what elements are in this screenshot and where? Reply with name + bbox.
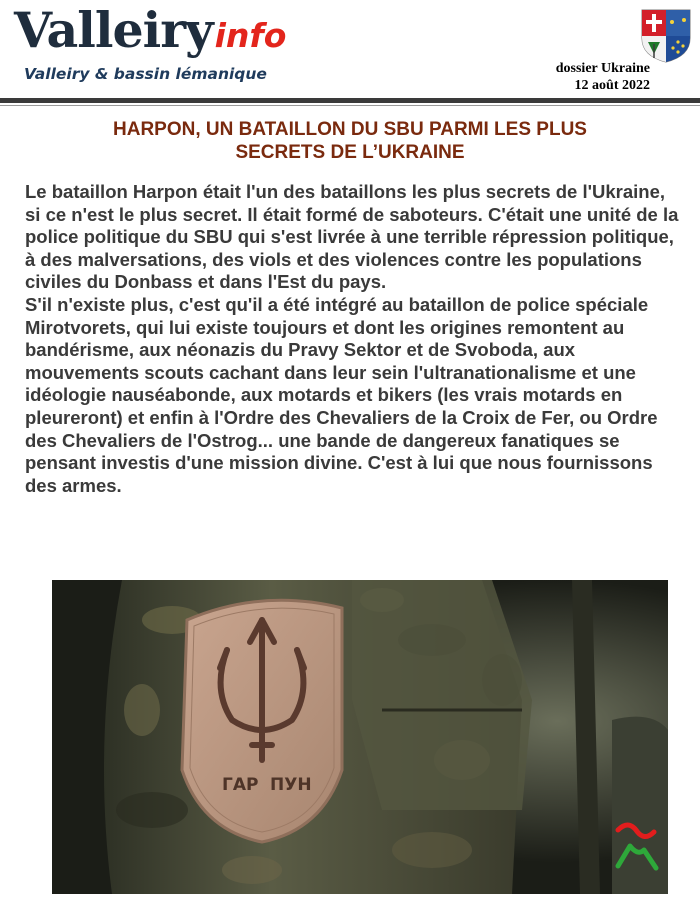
article-paragraph-2: S'il n'existe plus, c'est qu'il a été intégré au bataillon de police spéciale Mirotvorets, qui lui existe toujours et dont les origines remontent au bandérisme, aux néonazis du Pravy Sektor et de Svoboda, aux mouvements scouts cachant dans leur sein l'ultranationalisme et une idéologie nauséabonde, aux motards et bikers (les vrais motards en pleureront) et enfin à l'Ordre des Chevaliers de la Croix de Fer, ou Ordre des Chevaliers de l'Ostrog... une bande de dangereux fanatiques se pensant investis d'une mission divine. C'est à lui que nous fournissons des armes. [25, 293, 658, 496]
patch-word-right: ПУН [270, 775, 312, 795]
headline-line-2: SECRETS DE L’UKRAINE [235, 142, 465, 163]
dossier-label: dossier Ukraine [555, 61, 650, 76]
dossier-info [556, 60, 650, 94]
header-divider-thin [0, 105, 700, 106]
article-paragraph-1: Le bataillon Harpon était l'un des bataillons les plus secrets de l'Ukraine, si ce n'est le plus secret. Il était formé de saboteurs. C'était une unité de la police politique du SBU qui s'est livrée à une terrible répression politique, à des malversations, des viols et des violences contre les populations civiles du Donbass et dans l'Est du pays. [25, 181, 679, 293]
coat-of-arms-icon [640, 8, 692, 64]
publication-date: 12 août 2022 [574, 78, 650, 93]
article-headline [40, 118, 660, 164]
patch-word-left: ГАР [222, 775, 259, 795]
headline-line-1: HARPON, UN BATAILLON DU SBU PARMI LES PLUS [113, 119, 587, 140]
article-body [25, 181, 685, 497]
logo-info-suffix: info [214, 16, 287, 55]
photo-illustration [52, 580, 668, 894]
header-divider-thick [0, 98, 700, 103]
site-logo[interactable] [14, 1, 287, 59]
site-tagline: Valleiry & bassin lémanique [24, 65, 267, 83]
masthead [0, 0, 700, 104]
logo-wordmark: Valleiry [14, 1, 213, 59]
article-photo [52, 580, 668, 894]
